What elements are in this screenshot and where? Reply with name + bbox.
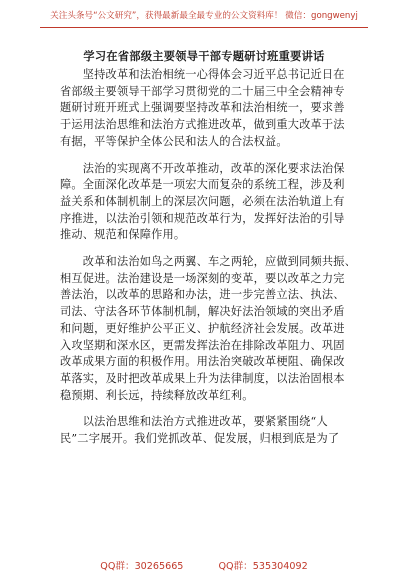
footer-qq-group-1: QQ群：30265665 [100, 561, 184, 572]
paragraph-line: 民”二字展开。我们党抓改革、促发展，归根到底是为了 [60, 432, 340, 446]
body-paragraph [60, 161, 356, 245]
header-divider [40, 27, 368, 28]
body-paragraph [60, 254, 356, 404]
paragraph-line: 坚持改革和法治相统一心得体会习近平总书记近日在 [60, 68, 345, 81]
paragraph-line: 以法治思维和法治方式推进改革，要紧紧围绕“人 [60, 415, 328, 429]
paragraph-line: 于运用法治思维和法治方式推进改革，做到重大改革于法 [60, 118, 345, 132]
paragraph-line: 入攻坚期和深水区，更需发挥法治在排除改革阻力、巩固 [60, 338, 345, 352]
paragraph-line: 稳预期、利长远，持续释放改革红利。 [60, 388, 254, 402]
paragraph-line: 司法、守法各环节体制机制，解决好法治领域的突出矛盾 [60, 305, 345, 319]
paragraph-line: 法治的实现离不开改革推动，改革的深化要求法治保 [60, 161, 345, 175]
body-paragraph [60, 414, 356, 447]
header-banner: 关注头条号“公文研究”，获得最新最全最专业的公文资料库！ 微信：gongwenyj [50, 11, 358, 21]
paragraph-line: 省部级主要领导干部学习贯彻党的二十届三中全会精神专 [60, 84, 345, 98]
paragraph-line: 革落实，及时把改革成果上升为法律制度，以法治固根本 [60, 371, 345, 385]
paragraph-line: 障。全面深化改革是一项宏大而复杂的系统工程，涉及利 [60, 178, 345, 192]
footer-qq-group-2: QQ群：535304092 [218, 561, 308, 572]
paragraph-line: 善法治，以改革的思路和办法，进一步完善立法、执法、 [60, 288, 345, 302]
document-title: 学习在省部级主要领导干部专题研讨班重要讲话 [83, 49, 325, 63]
paragraph-line: 推动、规范和保障作用。 [60, 228, 186, 242]
paragraph-line: 和问题，更好维护公平正义、护航经济社会发展。改革进 [60, 321, 345, 335]
paragraph-line: 序推进，以法治引领和规范改革行为，发挥好法治的引导 [60, 211, 345, 225]
paragraph-line: 改革和法治如鸟之两翼、车之两轮，应做到同频共振、 [60, 255, 357, 269]
footer-qq-groups [40, 561, 368, 573]
body-paragraph [60, 67, 356, 151]
paragraph-line: 题研讨班开班式上强调要坚持改革和法治相统一，要求善 [60, 101, 345, 115]
paragraph-line: 改革成果方面的积极作用。用法治突破改革梗阻、确保改 [60, 355, 345, 369]
paragraph-line: 有据，平等保护全体公民和法人的合法权益。 [60, 134, 288, 148]
document-body [60, 67, 356, 458]
paragraph-line: 益关系和体制机制上的深层次问题，必须在法治轨道上有 [60, 194, 345, 208]
paragraph-line: 相互促进。法治建设是一场深刻的变革，要以改革之力完 [60, 271, 345, 285]
